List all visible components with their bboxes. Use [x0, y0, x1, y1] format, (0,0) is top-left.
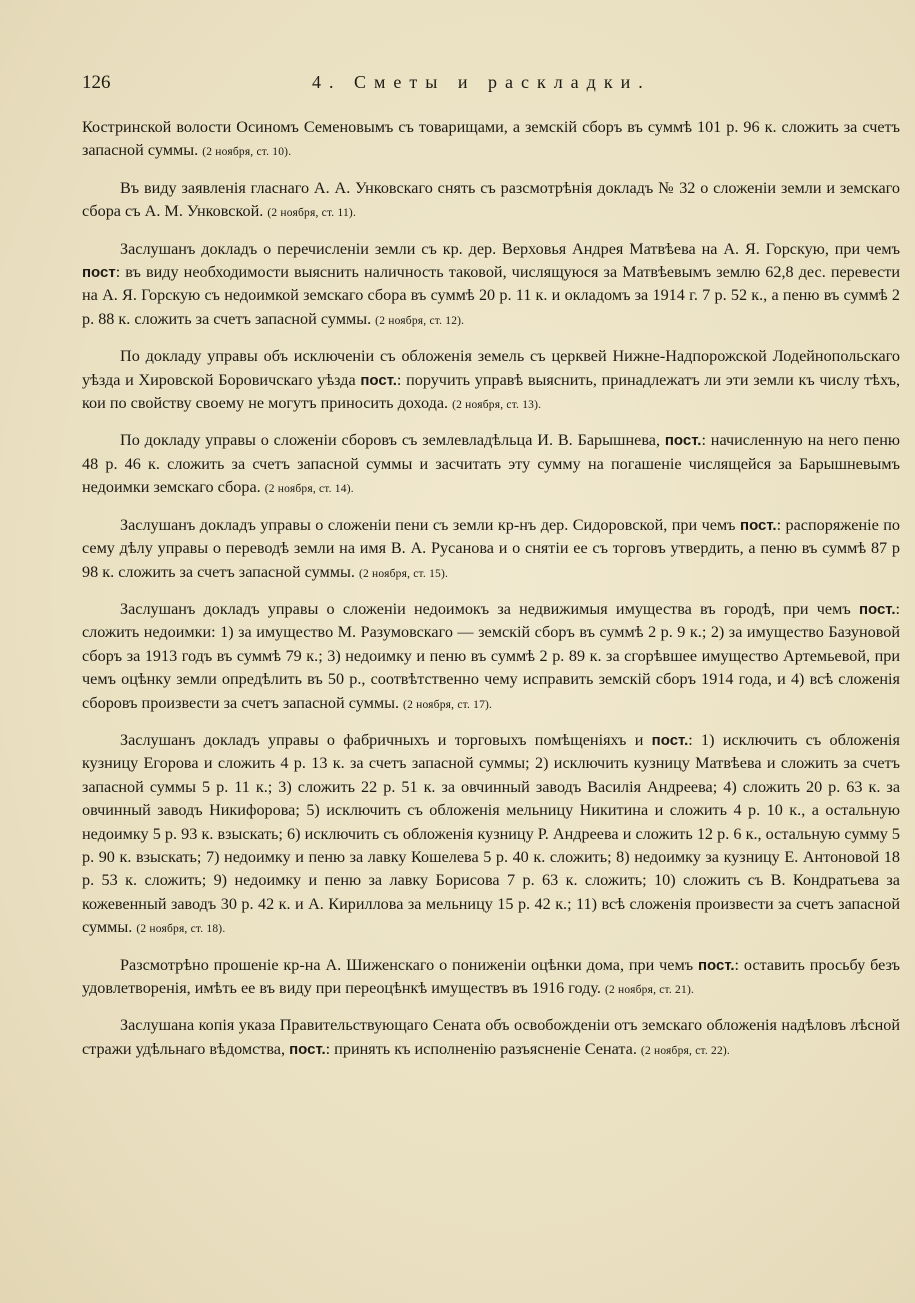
citation: (2 ноября, ст. 13).: [452, 399, 542, 412]
citation: (2 ноября, ст. 18).: [136, 923, 226, 936]
citation: (2 ноября, ст. 17).: [403, 698, 493, 711]
paragraph-text: Заслушанъ докладъ управы о фабричныхъ и торговыхъ помѣщеніяхъ и: [120, 730, 652, 749]
citation: (2 ноября, ст. 14).: [264, 483, 354, 496]
decision-marker: пост.: [651, 731, 689, 749]
paragraph: [82, 116, 900, 165]
citation: (2 ноября, ст. 11).: [267, 207, 357, 220]
paragraph: [82, 429, 900, 501]
citation: (2 ноября, ст. 21).: [604, 984, 695, 996]
paragraph: [82, 1014, 900, 1063]
paragraph-text: Въ виду заявленія гласнаго А. А. Унковскаго снять съ разсмотрѣнія докладъ № 32 о сложеніи земли и земскаго сбора съ А. М. Унковской.: [82, 178, 900, 221]
citation: (2 ноября, ст. 12).: [375, 314, 465, 327]
page-header: [82, 72, 900, 102]
paragraph: [82, 514, 900, 586]
decision-marker: пост: [82, 264, 116, 282]
paragraph-text: По докладу управы объ исключеніи съ обложенія земель съ церквей Нижне-Надпорожской Лодейнопольскаго уѣзда и Хировской Боровичскаго уѣзда: [82, 347, 900, 389]
paragraph-text: : распоряженіе по сему дѣлу управы о переводѣ земли на имя В. А. Русанова и о снятіи ее съ торговъ утвердить, а пеню въ суммѣ 87 р 98 к. сложить за счетъ запасной суммы.: [82, 515, 900, 581]
paragraph-text: По докладу управы о сложеніи сборовъ съ землевладѣльца И. В. Барышнева,: [120, 431, 665, 450]
citation: (2 ноября, ст. 15).: [358, 567, 449, 580]
decision-marker: пост.: [697, 956, 735, 974]
citation: (2 ноября, ст. 10).: [202, 146, 292, 159]
page-number: 126: [82, 72, 111, 93]
paragraph-text: Заслушанъ докладъ управы о сложеніи пени съ земли кр-нъ дер. Сидоровской, при чемъ: [120, 515, 741, 534]
paragraph-text: : 1) исключить съ обложенія кузницу Егорова и сложить 4 р. 13 к. за счетъ запасной суммы; 2) исключить кузницу Матвѣева и сложить за счетъ запасной суммы 5 р. 11 к.; 3) сложить 22 р. 51 к. за овчинный заводъ Василія Андреева; 4) сложить 20 р. 63 к. за овчинный заводъ Никифорова; 5) исключить съ обложенія мельницу Никитина и сложить 4 р. 10 к., а остальную недоимку 5 р. 93 к. взыскать; 6) исключить съ обложенія кузницу Р. Андреева и сложить 12 р. 6 к., остальную сумму 5 р. 90 к. взыскать; 7) недоимку и пеню за лавку Кошелева 5 р. 40 к. сложить; 8) недоимку за кузницу Е. Антоновой 18 р. 53 к. сложить; 9) недоимку и пеню за лавку Борисова 7 р. 63 к. сложить; 10) сложить съ В. Кондратьева за кожевенный заводъ 30 р. 42 к. и А. Кириллова за мельницу 15 р. 42 к.; 11) всѣ сложенія произвести за счетъ запасной суммы.: [82, 730, 900, 937]
paragraph-text: : начисленную на него пеню 48 р. 46 к. сложить за счетъ запасной суммы и засчитать эту сумму на погашеніе числящейся за Барышневымъ недоимки земскаго сбора.: [82, 431, 900, 497]
paragraph-text: : оставить просьбу безъ удовлетворенія, имѣть ее въ виду при переоцѣнкѣ имуществъ въ 1916 году.: [82, 955, 900, 997]
paragraph-text: Костринской волости Осиномъ Семеновымъ съ товарищами, а земскій сборъ въ суммѣ 101 р. 96 к. сложить за счетъ запасной суммы.: [82, 118, 900, 160]
paragraph: [82, 177, 900, 226]
paragraph-text: : въ виду необходимости выяснить наличность таковой, числящуюся за Матвѣевымъ землю 62,8 дес. перевести на А. Я. Горскую съ недоимкой земскаго сбора въ суммѣ 20 р. 11 к. и окладомъ за 1914 г. 7 р. 52 к., а пеню въ суммѣ 2 р. 88 к. сложить за счетъ запасной суммы.: [82, 263, 900, 328]
paragraph-text: : поручить управѣ выяснить, принадлежатъ ли эти земли къ числу тѣхъ, кои по свойству своему не могутъ приносить дохода.: [82, 370, 900, 413]
paragraph: [82, 238, 900, 334]
decision-marker: пост.: [360, 371, 397, 389]
citation: (2 ноября, ст. 22).: [640, 1044, 731, 1057]
paragraph-text: : принять къ исполненію разъясненіе Сената.: [325, 1039, 641, 1058]
body-text: [82, 116, 900, 1063]
decision-marker: пост.: [289, 1040, 326, 1058]
paragraph: [82, 345, 900, 417]
paragraph-text: : сложить недоимки: 1) за имущество М. Разумовскаго — земскій сборъ въ суммѣ 2 р. 9 к.; 2) за имущество Базуновой сборъ за 1913 годъ въ суммѣ 79 к.; 3) недоимку и пеню въ суммѣ 2 р. 89 к. за сгорѣвшее имущество Артемьевой, при чемъ оцѣнку земли опредѣлить въ 50 р., соотвѣтственно чему исправить земскій сборъ 1914 года, и 4) всѣ сложенія сборовъ произвести за счетъ запасной суммы.: [82, 599, 900, 712]
decision-marker: пост.: [858, 600, 896, 618]
paragraph-text: Заслушана копія указа Правительствующаго Сената объ освобожденіи отъ земскаго обложенія надѣловъ лѣсной стражи удѣльнаго вѣдомства,: [82, 1016, 900, 1058]
paragraph-text: Заслушанъ докладъ о перечисленіи земли съ кр. дер. Верховья Андрея Матвѣева на А. Я. Горскую, при чемъ: [120, 239, 900, 258]
paragraph-text: Заслушанъ докладъ управы о сложеніи недоимокъ за недвижимыя имущества въ городѣ, при чемъ: [120, 599, 859, 618]
running-head: 4. Сметы и раскладки.: [312, 72, 651, 92]
paragraph: [82, 954, 900, 1003]
decision-marker: пост.: [664, 432, 702, 450]
paragraph-text: Разсмотрѣно прошеніе кр-на А. Шиженскаго о пониженіи оцѣнки дома, при чемъ: [120, 955, 698, 974]
paragraph: [82, 598, 900, 717]
decision-marker: пост.: [740, 516, 777, 534]
paragraph: [82, 729, 900, 942]
